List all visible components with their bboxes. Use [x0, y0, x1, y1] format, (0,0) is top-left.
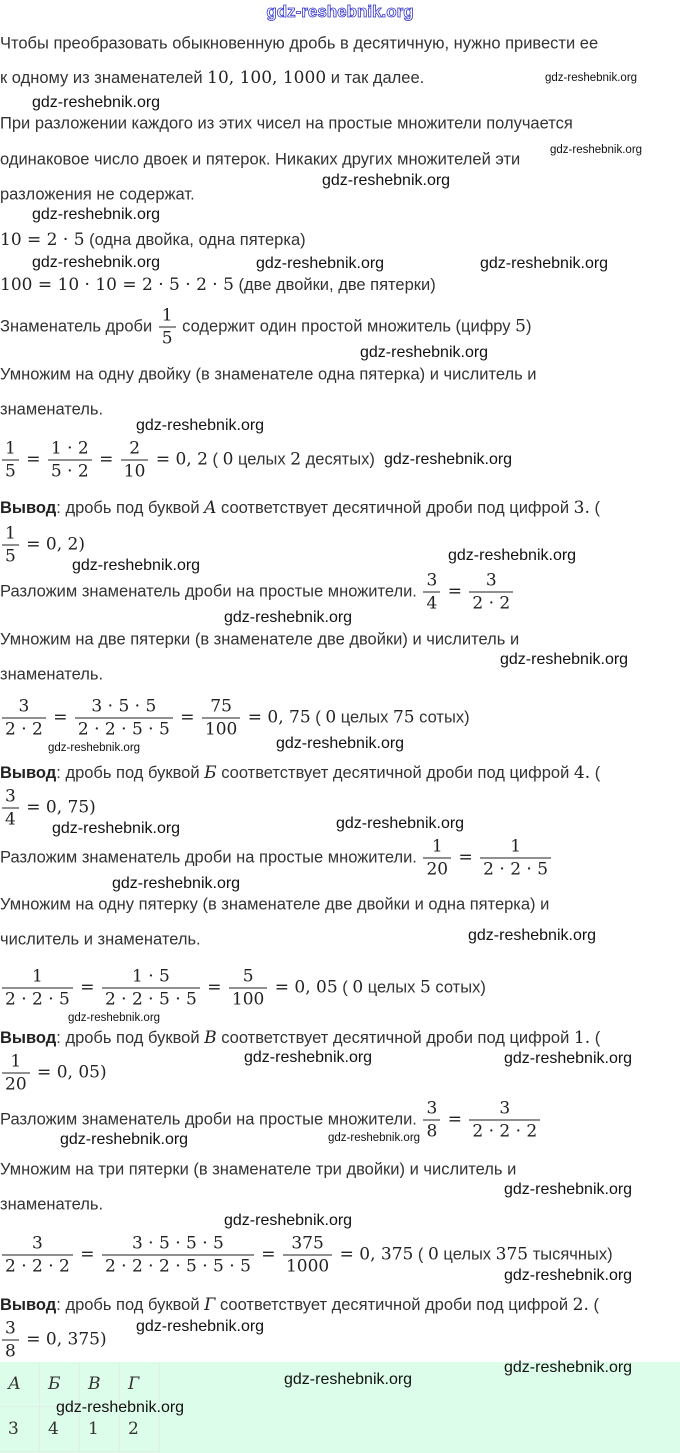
fraction: [469, 571, 513, 614]
fraction: [423, 1099, 440, 1142]
text-segment: знаменатель.: [0, 1195, 104, 1214]
fraction-numerator: 3: [5, 1318, 16, 1339]
math-expression: =: [47, 707, 73, 728]
fraction: [202, 697, 240, 740]
math-expression: = 0, 75): [20, 797, 96, 818]
fraction-numerator: 375: [291, 1233, 324, 1254]
watermark: gdz-reshebnik.org: [448, 547, 577, 564]
fraction-denominator: 2 · 2 · 2: [469, 1120, 540, 1142]
text-segment: (: [337, 978, 353, 997]
text-segment: знаменатель.: [0, 665, 104, 684]
text-segment: Знаменатель дроби: [0, 317, 157, 336]
answer-letter: Б: [40, 1362, 80, 1407]
watermark: gdz-reshebnik.org: [112, 875, 241, 892]
text-segment: числитель и знаменатель.: [0, 930, 201, 949]
text-segment: Умножим на три пятерки (в знаменателе три двойки) и числитель и: [0, 1160, 517, 1179]
watermark: gdz-reshebnik.org: [504, 1267, 633, 1284]
text-line: [0, 967, 486, 1010]
text-line: [0, 1319, 107, 1362]
fraction-denominator: 2 · 2 · 5: [2, 988, 73, 1010]
fraction-numerator: 1: [5, 523, 16, 544]
fraction-numerator: 1: [161, 305, 173, 326]
watermark: gdz-reshebnik.org: [256, 255, 385, 272]
watermark: gdz-reshebnik.org: [500, 651, 629, 668]
math-expression: 10 = 2 · 5: [0, 230, 85, 250]
header-watermark: gdz-reshebnik.org: [266, 2, 414, 21]
math-expression: 1.: [573, 1028, 591, 1048]
text-segment: : дробь под буквой: [56, 1029, 205, 1047]
math-expression: =: [255, 1244, 281, 1265]
text-line: [0, 401, 103, 420]
text-segment: целых: [438, 1245, 496, 1264]
text-segment: к одному из знаменателей: [0, 69, 208, 87]
fraction-numerator: 1: [431, 836, 443, 857]
math-expression: =: [453, 847, 479, 868]
fraction-denominator: 100: [202, 718, 240, 740]
watermark: gdz-reshebnik.org: [32, 94, 161, 111]
text-segment: содержит один простой множитель (цифру: [177, 317, 516, 336]
text-line: [0, 115, 573, 134]
math-expression: 5: [515, 316, 526, 337]
text-segment: и так далее.: [326, 69, 425, 87]
text-line: [0, 1161, 516, 1180]
fraction-denominator: 1000: [283, 1255, 332, 1277]
text-line: [0, 1052, 107, 1095]
text-line: [0, 366, 536, 385]
watermark: gdz-reshebnik.org: [72, 557, 201, 574]
fraction-numerator: 1 · 2: [50, 438, 89, 459]
text-line: [0, 837, 553, 880]
math-variable: B: [204, 1028, 217, 1048]
watermark: gdz-reshebnik.org: [224, 1212, 353, 1229]
text-segment: (: [310, 708, 326, 727]
text-segment: сотых): [414, 708, 470, 727]
text-segment: целых: [363, 978, 420, 997]
fraction: [2, 1319, 19, 1362]
text-line: [0, 896, 549, 915]
fraction-denominator: 2 · 2 · 2 · 5 · 5 · 5: [102, 1255, 254, 1277]
fraction: [2, 787, 19, 830]
text-line: [0, 571, 515, 614]
watermark: gdz-reshebnik.org: [328, 1131, 421, 1144]
text-line: [0, 35, 598, 54]
fraction: [2, 697, 46, 740]
text-line: [0, 186, 195, 205]
math-expression: 0: [428, 1244, 439, 1265]
fraction: [2, 524, 19, 567]
text-segment: Разложим знаменатель дроби на простые множители.: [0, 848, 422, 867]
text-line: [0, 697, 470, 740]
watermark: gdz-reshebnik.org: [284, 1371, 413, 1388]
conclusion-label: Вывод: [0, 764, 57, 782]
fraction-numerator: 3: [499, 1098, 511, 1119]
watermark: gdz-reshebnik.org: [32, 206, 161, 223]
fraction-denominator: 2 · 2: [469, 592, 513, 614]
math-expression: =: [442, 581, 468, 602]
fraction-denominator: 4: [423, 592, 440, 614]
math-expression: 375: [495, 1244, 529, 1265]
text-segment: (: [590, 1029, 601, 1047]
watermark: gdz-reshebnik.org: [336, 815, 465, 832]
text-line: [0, 275, 436, 295]
watermark: gdz-reshebnik.org: [550, 143, 643, 156]
watermark: gdz-reshebnik.org: [68, 1011, 161, 1024]
math-variable: Б: [204, 763, 217, 783]
text-segment: ): [525, 317, 532, 336]
text-segment: десятых): [301, 450, 375, 469]
math-expression: 3.: [573, 498, 590, 518]
text-line: [0, 1028, 600, 1048]
text-segment: (: [589, 499, 600, 517]
answer-digit: 3: [0, 1407, 40, 1452]
watermark: gdz-reshebnik.org: [545, 71, 638, 84]
fraction-denominator: 4: [2, 808, 19, 830]
text-line: [0, 931, 201, 950]
fraction-denominator: 2 · 2 · 2: [2, 1255, 73, 1277]
fraction: [423, 571, 440, 614]
fraction-numerator: 2: [129, 438, 141, 459]
text-segment: (две двойки, две пятерки): [233, 276, 436, 294]
math-expression: 100 = 10 · 10 = 2 · 5 · 2 · 5: [0, 275, 234, 295]
text-segment: Разложим знаменатель дроби на простые множители.: [0, 1110, 422, 1129]
watermark: gdz-reshebnik.org: [52, 820, 181, 837]
fraction: [2, 1234, 73, 1277]
watermark: gdz-reshebnik.org: [48, 741, 141, 754]
answer-letter: В: [80, 1362, 120, 1407]
math-expression: 75: [392, 707, 415, 728]
fraction-denominator: 20: [423, 858, 451, 880]
fraction-denominator: 5 · 2: [48, 460, 92, 482]
fraction: [2, 967, 73, 1010]
text-segment: Умножим на одну пятерку (в знаменателе две двойки и одна пятерка) и: [0, 895, 550, 914]
text-line: [0, 631, 519, 650]
fraction-numerator: 3: [32, 1233, 43, 1254]
fraction-numerator: 1: [10, 1051, 22, 1072]
fraction-denominator: 20: [2, 1073, 30, 1095]
fraction: [75, 697, 173, 740]
text-line: [0, 306, 531, 349]
math-expression: =: [201, 977, 227, 998]
math-expression: 5: [419, 977, 431, 998]
text-segment: знаменатель.: [0, 400, 104, 419]
fraction-numerator: 3 · 5 · 5 · 5: [131, 1233, 224, 1254]
fraction-denominator: 8: [423, 1120, 440, 1142]
watermark: gdz-reshebnik.org: [136, 417, 265, 434]
text-segment: Чтобы преобразовать обыкновенную дробь в десятичную, нужно привести ее: [0, 34, 599, 53]
math-expression: = 0, 05): [31, 1062, 107, 1083]
fraction-numerator: 3: [426, 1098, 438, 1119]
text-line: [0, 666, 103, 685]
math-expression: 4.: [573, 763, 591, 783]
fraction: [480, 837, 551, 880]
fraction-numerator: 3: [5, 786, 16, 807]
math-expression: 2: [290, 449, 302, 470]
math-variable: Г: [204, 1295, 216, 1315]
fraction: [423, 837, 451, 880]
conclusion-label: Вывод: [0, 499, 57, 517]
watermark: gdz-reshebnik.org: [244, 1049, 373, 1066]
text-line: [0, 439, 375, 482]
text-segment: : дробь под буквой: [56, 499, 205, 517]
fraction-denominator: 5: [2, 545, 19, 567]
conclusion-label: Вывод: [0, 1029, 57, 1047]
math-expression: =: [93, 449, 119, 470]
fraction-numerator: 3: [485, 570, 497, 591]
text-segment: Умножим на две пятерки (в знаменателе две двойки) и числитель и: [0, 630, 520, 649]
math-expression: 0: [325, 707, 337, 728]
text-segment: соответствует десятичной дроби под цифрой: [215, 1296, 573, 1314]
answer-letter: Г: [120, 1362, 160, 1407]
fraction: [2, 1052, 30, 1095]
fraction-denominator: 5: [2, 460, 19, 482]
text-segment: соответствует десятичной дроби под цифрой: [216, 764, 574, 782]
fraction: [283, 1234, 332, 1277]
math-expression: =: [74, 1244, 100, 1265]
fraction-denominator: 10: [121, 460, 149, 482]
answer-letter: А: [0, 1362, 40, 1407]
watermark: gdz-reshebnik.org: [136, 1318, 265, 1335]
math-expression: =: [74, 977, 100, 998]
fraction-denominator: 2 · 2 · 5 · 5: [75, 718, 173, 740]
math-expression: = 0, 75: [242, 707, 311, 728]
math-expression: = 0, 2): [20, 534, 85, 555]
watermark: gdz-reshebnik.org: [384, 451, 513, 468]
text-segment: одинаковое число двоек и пятерок. Никаких других множителей эти: [0, 150, 521, 169]
text-segment: целых: [233, 450, 291, 469]
fraction: [469, 1099, 540, 1142]
fraction: [121, 439, 149, 482]
text-segment: соответствует десятичной дроби под цифрой: [216, 499, 574, 517]
fraction-numerator: 1: [510, 836, 522, 857]
watermark: gdz-reshebnik.org: [504, 1050, 633, 1067]
watermark: gdz-reshebnik.org: [56, 1399, 185, 1416]
watermark: gdz-reshebnik.org: [360, 344, 489, 361]
fraction: [102, 1234, 254, 1277]
watermark: gdz-reshebnik.org: [322, 172, 451, 189]
text-line: [0, 1295, 599, 1315]
text-segment: целых: [336, 708, 393, 727]
text-segment: соответствует десятичной дроби под цифрой: [216, 1029, 574, 1047]
text-segment: (: [413, 1245, 429, 1264]
text-line: [0, 763, 600, 783]
watermark: gdz-reshebnik.org: [60, 1131, 189, 1148]
answer-digit: 4: [40, 1407, 80, 1452]
text-segment: сотых): [430, 978, 486, 997]
fraction-denominator: 2 · 2 · 5: [480, 858, 551, 880]
watermark: gdz-reshebnik.org: [468, 927, 597, 944]
math-expression: =: [174, 707, 200, 728]
fraction-numerator: 3: [18, 696, 30, 717]
fraction-numerator: 3: [426, 570, 438, 591]
math-expression: 10, 100, 1000: [207, 68, 327, 88]
fraction-numerator: 1 · 5: [131, 966, 170, 987]
text-segment: : дробь под буквой: [56, 1296, 205, 1314]
watermark: gdz-reshebnik.org: [480, 255, 609, 272]
fraction-numerator: 1: [32, 966, 43, 987]
watermark: gdz-reshebnik.org: [276, 735, 405, 752]
fraction: [2, 439, 19, 482]
answer-digit: 2: [120, 1407, 160, 1452]
fraction-denominator: 2 · 2 · 5 · 5: [102, 988, 200, 1010]
text-segment: разложения не содержат.: [0, 185, 195, 204]
math-expression: 0: [352, 977, 364, 998]
fraction-numerator: 1: [5, 438, 16, 459]
fraction-denominator: 100: [229, 988, 267, 1010]
text-line: [0, 230, 306, 250]
math-expression: = 0, 2: [150, 449, 208, 470]
text-segment: (: [590, 764, 601, 782]
fraction-denominator: 5: [159, 327, 176, 349]
conclusion-label: Вывод: [0, 1296, 57, 1314]
math-expression: = 0, 375): [20, 1329, 107, 1350]
fraction-denominator: 2 · 2: [2, 718, 46, 740]
text-line: [0, 1196, 103, 1215]
text-segment: Умножим на одну двойку (в знаменателе одна пятерка) и числитель и: [0, 365, 537, 384]
math-expression: =: [20, 449, 46, 470]
text-segment: (одна двойка, одна пятерка): [84, 231, 306, 249]
fraction-denominator: 8: [2, 1340, 19, 1362]
text-line: [0, 151, 520, 170]
math-expression: = 0, 05: [269, 977, 338, 998]
watermark: gdz-reshebnik.org: [224, 609, 353, 626]
text-segment: При разложении каждого из этих чисел на простые множители получается: [0, 114, 573, 133]
watermark: gdz-reshebnik.org: [504, 1181, 633, 1198]
text-line: [0, 498, 600, 518]
math-variable: A: [204, 498, 217, 518]
fraction: [48, 439, 92, 482]
fraction: [159, 306, 176, 349]
fraction-numerator: 5: [242, 966, 254, 987]
text-line: [0, 68, 424, 88]
text-segment: Разложим знаменатель дроби на простые множители.: [0, 582, 422, 601]
fraction: [229, 967, 267, 1010]
text-segment: тысячных): [528, 1245, 613, 1264]
answer-digit: 1: [80, 1407, 120, 1452]
fraction: [102, 967, 200, 1010]
math-expression: = 0, 375: [334, 1244, 414, 1265]
fraction-numerator: 3 · 5 · 5: [91, 696, 157, 717]
watermark: gdz-reshebnik.org: [32, 254, 161, 271]
fraction-numerator: 75: [210, 696, 232, 717]
math-expression: =: [442, 1109, 468, 1130]
watermark: gdz-reshebnik.org: [504, 1359, 633, 1376]
text-segment: (: [207, 450, 223, 469]
text-segment: (: [588, 1296, 599, 1314]
math-expression: 2.: [572, 1295, 589, 1315]
math-expression: 0: [222, 449, 234, 470]
text-segment: : дробь под буквой: [56, 764, 205, 782]
